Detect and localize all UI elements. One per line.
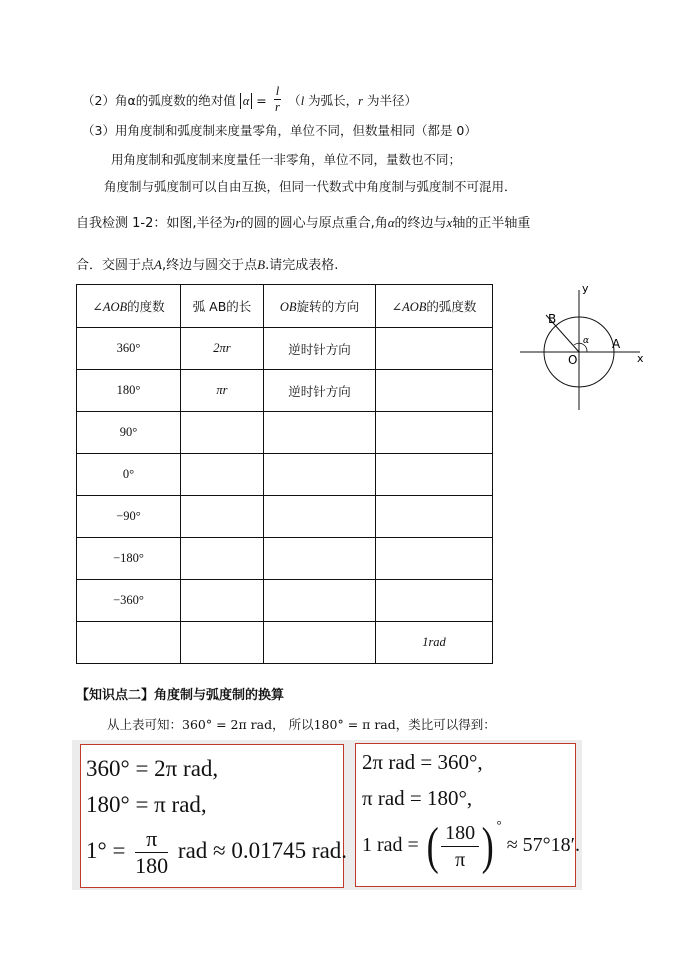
header-symbol: OB bbox=[279, 300, 297, 314]
y-label: y bbox=[582, 282, 589, 295]
header-text: 的度数 bbox=[127, 299, 165, 314]
origin-label: O bbox=[568, 353, 578, 367]
text: （2）角α的弧度数的绝对值 bbox=[82, 93, 236, 108]
r-symbol: r bbox=[235, 215, 241, 230]
table-cell[interactable] bbox=[376, 580, 493, 622]
denominator: π bbox=[455, 849, 466, 871]
header-cell bbox=[264, 285, 376, 328]
paren-left: ( bbox=[426, 817, 439, 875]
table-cell: 180° bbox=[77, 370, 181, 412]
property-line-3: （3）用角度制和弧度制来度量零角，单位不同，但数量相同（都是 0） bbox=[82, 123, 477, 138]
denominator: 180 bbox=[135, 853, 169, 878]
knowledge-point-line bbox=[107, 715, 496, 733]
header-cell bbox=[77, 285, 181, 328]
table-cell: 0° bbox=[77, 454, 181, 496]
text: 轴的正半轴重 bbox=[452, 216, 531, 231]
text: 自我检测 1-2：如图,半径为 bbox=[76, 216, 236, 231]
text: .请完成表格. bbox=[265, 258, 339, 273]
equation: 180° = π rad bbox=[313, 717, 396, 732]
r-symbol: r bbox=[358, 94, 364, 108]
formula-left-3 bbox=[86, 826, 347, 879]
text: ， 所以 bbox=[272, 717, 314, 732]
table-cell[interactable] bbox=[376, 328, 493, 370]
title-bracket: 【知识点二】 bbox=[76, 688, 155, 703]
header-cell bbox=[376, 285, 493, 328]
table-cell[interactable] bbox=[264, 622, 376, 664]
numerator: π bbox=[135, 826, 168, 853]
title-text: 角度制与弧度制的换算 bbox=[154, 688, 285, 703]
table-cell[interactable] bbox=[181, 454, 264, 496]
header-symbol: ∠AOB bbox=[92, 300, 128, 314]
property-line-4: 用角度制和弧度制来度量任一非零角，单位不同，量数也不同； bbox=[111, 152, 462, 167]
table-cell: 2πr bbox=[181, 328, 264, 370]
table-cell[interactable] bbox=[376, 412, 493, 454]
l-symbol: l bbox=[300, 94, 305, 108]
unit-circle-figure bbox=[515, 282, 650, 412]
table-cell[interactable] bbox=[264, 412, 376, 454]
numerator: l bbox=[275, 84, 280, 98]
point-a-label: A bbox=[612, 337, 621, 351]
lhs: 1 rad = bbox=[362, 834, 424, 857]
table-cell[interactable] bbox=[264, 538, 376, 580]
table-cell[interactable] bbox=[181, 622, 264, 664]
table-cell[interactable] bbox=[181, 580, 264, 622]
property-line-2 bbox=[82, 86, 417, 117]
x-label: x bbox=[637, 352, 644, 365]
conversion-table bbox=[76, 284, 493, 664]
table-cell[interactable] bbox=[181, 412, 264, 454]
table-cell: 1rad bbox=[376, 622, 493, 664]
l-over-r-fraction bbox=[274, 84, 281, 115]
formula-left-2: 180° = π rad, bbox=[86, 792, 207, 817]
abs-alpha: α bbox=[240, 93, 253, 109]
selfcheck-line-1 bbox=[76, 212, 530, 231]
numerator: 180 bbox=[441, 820, 479, 847]
text: 从上表可知： bbox=[107, 717, 183, 732]
alpha-label: α bbox=[583, 336, 590, 346]
text: 为弧长， bbox=[304, 93, 359, 108]
text: ,终边与圆交于点 bbox=[161, 258, 258, 273]
table-row bbox=[77, 328, 493, 370]
table-row bbox=[77, 370, 493, 412]
formula-right-1: 2π rad = 360°, bbox=[362, 750, 483, 774]
x-symbol: x bbox=[446, 215, 453, 230]
table-cell[interactable] bbox=[376, 370, 493, 412]
formula-right-3 bbox=[362, 817, 581, 875]
text: 为半径） bbox=[363, 93, 418, 108]
table-row bbox=[77, 580, 493, 622]
header-text: 旋转的方向 bbox=[296, 299, 360, 314]
rhs: rad ≈ 0.01745 rad. bbox=[172, 837, 348, 863]
table-cell: 90° bbox=[77, 412, 181, 454]
equals: = bbox=[256, 93, 267, 108]
denominator: r bbox=[275, 100, 280, 114]
table-cell[interactable] bbox=[181, 496, 264, 538]
header-text: 的弧度数 bbox=[426, 299, 477, 314]
text: 合．交圆于点 bbox=[76, 258, 155, 273]
pi-over-180-fraction bbox=[135, 826, 168, 879]
table-row bbox=[77, 412, 493, 454]
table-row bbox=[77, 622, 493, 664]
table-header-row bbox=[77, 285, 493, 328]
table-cell[interactable] bbox=[376, 496, 493, 538]
table-cell[interactable] bbox=[264, 580, 376, 622]
header-cell bbox=[181, 285, 264, 328]
lhs: 1° = bbox=[86, 837, 132, 863]
table-cell[interactable] bbox=[264, 496, 376, 538]
text: 的圆的圆心与原点重合,角 bbox=[240, 216, 388, 231]
table-cell[interactable] bbox=[376, 454, 493, 496]
table-row bbox=[77, 496, 493, 538]
header-symbol: ∠AOB bbox=[391, 300, 427, 314]
table-cell[interactable] bbox=[376, 538, 493, 580]
property-line-5: 角度制与弧度制可以自由互换，但同一代数式中角度制与弧度制不可混用． bbox=[104, 179, 517, 194]
point-a-symbol: A bbox=[154, 257, 162, 272]
text: 的终边与 bbox=[394, 216, 447, 231]
selfcheck-line-2 bbox=[76, 254, 338, 273]
table-row bbox=[77, 538, 493, 580]
header-symbol: 弧 AB bbox=[192, 299, 227, 314]
table-cell: −180° bbox=[77, 538, 181, 580]
header-text: 的长 bbox=[226, 299, 252, 314]
degree-sign: ° bbox=[496, 817, 502, 833]
alpha-symbol: α bbox=[387, 215, 395, 230]
table-cell: −360° bbox=[77, 580, 181, 622]
rhs: ≈ 57°18′. bbox=[501, 834, 581, 857]
knowledge-point-title bbox=[76, 684, 284, 703]
table-cell[interactable] bbox=[77, 622, 181, 664]
table-cell: 360° bbox=[77, 328, 181, 370]
formula-left-1: 360° = 2π rad, bbox=[86, 756, 219, 781]
point-b-symbol: B bbox=[257, 257, 266, 272]
table-cell: −90° bbox=[77, 496, 181, 538]
text: ，类比可以得到： bbox=[395, 717, 496, 732]
paren-right: ) bbox=[481, 817, 494, 875]
180-over-pi-fraction bbox=[441, 820, 479, 873]
formula-right-2: π rad = 180°, bbox=[362, 786, 473, 810]
table-cell: 逆时针方向 bbox=[264, 370, 376, 412]
table-cell: 逆时针方向 bbox=[264, 328, 376, 370]
table-cell[interactable] bbox=[264, 454, 376, 496]
table-cell: πr bbox=[181, 370, 264, 412]
equation: 360° = 2π rad bbox=[182, 717, 273, 732]
table-cell[interactable] bbox=[181, 538, 264, 580]
paren-open: （ bbox=[288, 93, 301, 108]
point-b-label: B bbox=[548, 312, 557, 326]
table-row bbox=[77, 454, 493, 496]
